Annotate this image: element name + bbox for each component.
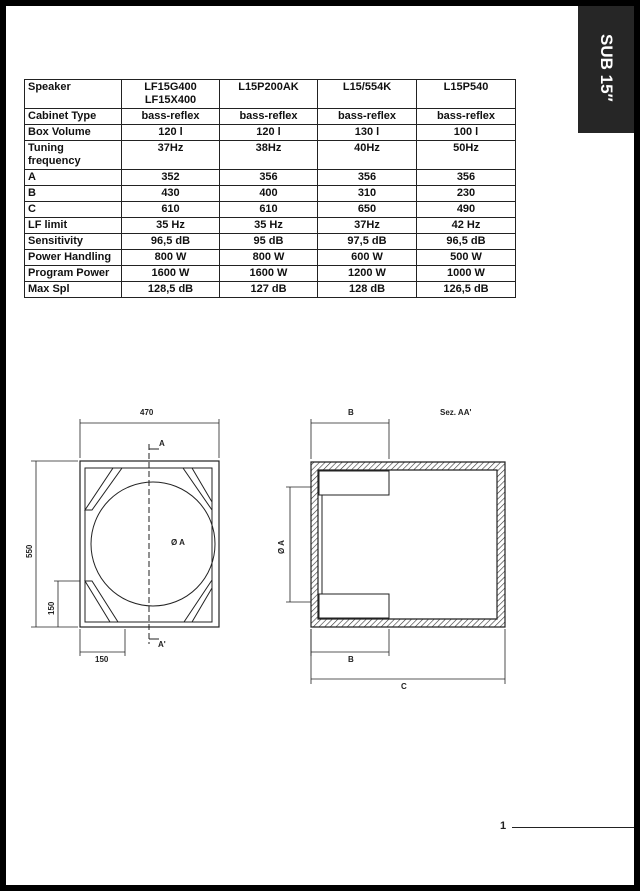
spec-value-cell: 400 xyxy=(220,186,318,202)
section-diameter-label: Ø A xyxy=(277,540,286,554)
row-label-cell: Tuning frequency xyxy=(25,141,122,170)
section-title: Sez. AA' xyxy=(440,408,472,417)
spec-value-cell: 1600 W xyxy=(122,266,220,282)
width-dimension-label: 470 xyxy=(140,408,154,417)
spec-value-cell: 50Hz xyxy=(417,141,516,170)
spec-value-cell: 130 l xyxy=(318,125,417,141)
spec-value-cell: 1000 W xyxy=(417,266,516,282)
spec-value-cell: 610 xyxy=(122,202,220,218)
page-number: 1 xyxy=(500,820,507,832)
model-header-cell: L15/554K xyxy=(318,80,417,109)
spec-value-cell: 800 W xyxy=(122,250,220,266)
spec-value-cell: 430 xyxy=(122,186,220,202)
spec-value-cell: 310 xyxy=(318,186,417,202)
footer-rule xyxy=(512,827,634,828)
spec-value-cell: 352 xyxy=(122,170,220,186)
spec-value-cell: 1600 W xyxy=(220,266,318,282)
spec-value-cell: 356 xyxy=(417,170,516,186)
c-dimension-label: C xyxy=(401,682,407,691)
section-label-top: A xyxy=(159,439,165,448)
row-label-cell: C xyxy=(25,202,122,218)
spec-value-cell: bass-reflex xyxy=(220,109,318,125)
spec-value-cell: 610 xyxy=(220,202,318,218)
spec-value-cell: 500 W xyxy=(417,250,516,266)
spec-value-cell: 127 dB xyxy=(220,282,318,298)
row-label-cell: Program Power xyxy=(25,266,122,282)
section-tab-title: SUB 15″ xyxy=(597,34,616,102)
spec-value-cell: 42 Hz xyxy=(417,218,516,234)
port-width-dimension-label: 150 xyxy=(95,655,109,664)
spec-value-cell: bass-reflex xyxy=(318,109,417,125)
spec-value-cell: 37Hz xyxy=(122,141,220,170)
spec-value-cell: 97,5 dB xyxy=(318,234,417,250)
spec-value-cell: 95 dB xyxy=(220,234,318,250)
row-label-cell: Max Spl xyxy=(25,282,122,298)
spec-value-cell: 120 l xyxy=(220,125,318,141)
section-label-bottom: A' xyxy=(158,640,166,649)
spec-value-cell: 96,5 dB xyxy=(122,234,220,250)
b-top-label: B xyxy=(348,408,354,417)
corner-brace-top-right xyxy=(183,468,212,510)
cabinet-drawings xyxy=(6,6,634,885)
header-label-cell: Speaker xyxy=(25,80,122,109)
spec-value-cell: 120 l xyxy=(122,125,220,141)
model-header-cell: LF15G400 LF15X400 xyxy=(122,80,220,109)
row-label-cell: A xyxy=(25,170,122,186)
spec-value-cell: 35 Hz xyxy=(122,218,220,234)
row-label-cell: Sensitivity xyxy=(25,234,122,250)
port-height-dimension-label: 150 xyxy=(47,601,56,615)
corner-brace-top-left xyxy=(85,468,122,510)
row-label-cell: B xyxy=(25,186,122,202)
section-view-drawing xyxy=(277,408,505,691)
spec-value-cell: 490 xyxy=(417,202,516,218)
b-bottom-label: B xyxy=(348,655,354,664)
section-cabinet-walls xyxy=(311,462,505,627)
front-view-drawing xyxy=(25,408,219,664)
height-dimension-label: 550 xyxy=(25,544,34,558)
spec-value-cell: 38Hz xyxy=(220,141,318,170)
spec-value-cell: bass-reflex xyxy=(122,109,220,125)
spec-value-cell: 128 dB xyxy=(318,282,417,298)
spec-value-cell: 40Hz xyxy=(318,141,417,170)
spec-value-cell: 356 xyxy=(318,170,417,186)
page xyxy=(6,6,634,885)
spec-value-cell: 230 xyxy=(417,186,516,202)
spec-value-cell: 126,5 dB xyxy=(417,282,516,298)
top-port-board xyxy=(319,471,389,495)
front-diameter-label: Ø A xyxy=(171,538,185,547)
corner-brace-bottom-left xyxy=(85,581,118,622)
row-label-cell: Power Handling xyxy=(25,250,122,266)
row-label-cell: Box Volume xyxy=(25,125,122,141)
row-label-cell: LF limit xyxy=(25,218,122,234)
model-header-cell: L15P540 xyxy=(417,80,516,109)
spec-value-cell: 800 W xyxy=(220,250,318,266)
model-header-cell: L15P200AK xyxy=(220,80,318,109)
spec-value-cell: 35 Hz xyxy=(220,218,318,234)
row-label-cell: Cabinet Type xyxy=(25,109,122,125)
spec-value-cell: 650 xyxy=(318,202,417,218)
woofer-circle xyxy=(91,482,215,606)
spec-value-cell: 37Hz xyxy=(318,218,417,234)
bottom-port-board xyxy=(319,594,389,618)
spec-value-cell: 356 xyxy=(220,170,318,186)
spec-value-cell: 96,5 dB xyxy=(417,234,516,250)
spec-value-cell: 1200 W xyxy=(318,266,417,282)
spec-value-cell: 600 W xyxy=(318,250,417,266)
spec-value-cell: 128,5 dB xyxy=(122,282,220,298)
spec-value-cell: 100 l xyxy=(417,125,516,141)
spec-value-cell: bass-reflex xyxy=(417,109,516,125)
